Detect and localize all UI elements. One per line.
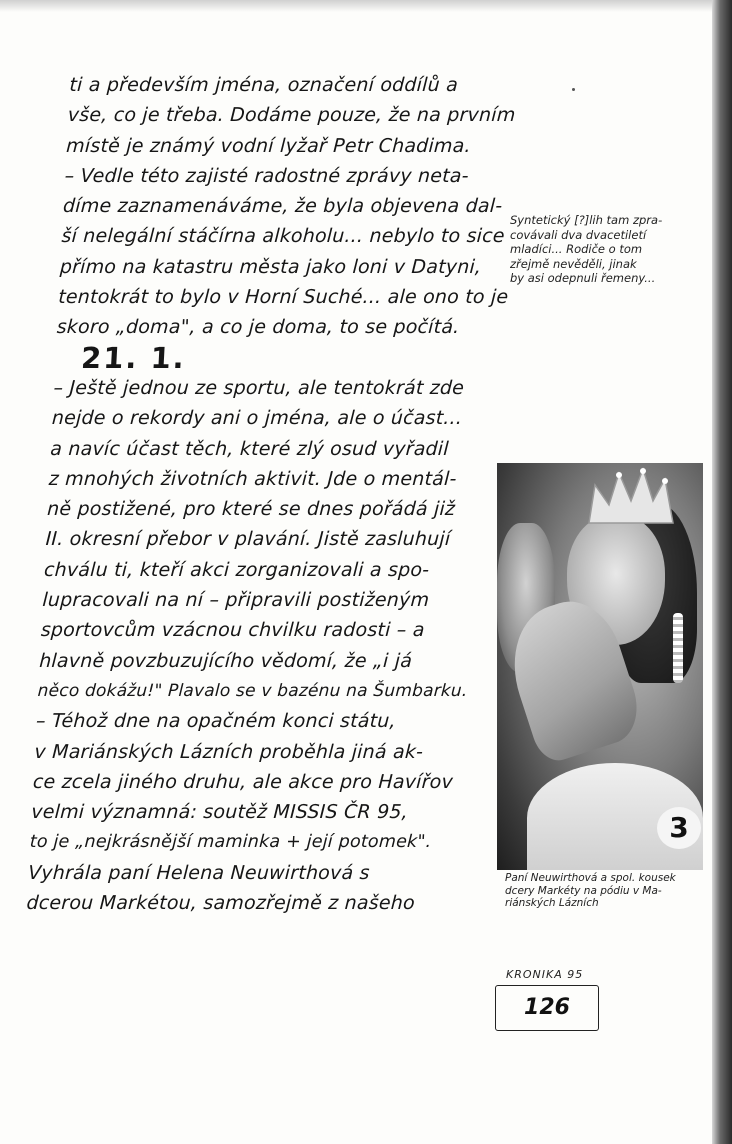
text-line: vše, co je třeba. Dodáme pouze, že na prvním	[67, 104, 517, 127]
text-line: – Ještě jednou ze sportu, ale tentokrát zde	[52, 376, 465, 399]
text-line: nejde o rekordy ani o jména, ale o účast...	[51, 407, 463, 430]
text-line: – Téhož dne na opačném konci státu,	[35, 710, 397, 733]
text-line: ně postižené, pro které se dnes pořádá již	[46, 498, 456, 521]
text-line: Vyhrála paní Helena Neuwirthová s	[27, 861, 371, 884]
side-note-line: Syntetický [?]lih tam zpra-	[510, 213, 663, 227]
newspaper-photo	[497, 463, 703, 870]
text-line: v Mariánských Lázních proběhla jiná ak-	[33, 740, 424, 763]
text-line: chválu ti, kteří akci zorganizovali a spo-	[43, 558, 430, 581]
text-line: tentokrát to bylo v Horní Suché... ale ono to je	[57, 286, 509, 309]
text-line: díme zaznamenáváme, že byla objevena dal-	[62, 195, 503, 218]
caption-line: dcery Markéty na pódiu v Ma-	[505, 884, 662, 897]
page-number: 126	[495, 985, 599, 1031]
text-line: dcerou Markétou, samozřejmě z našeho	[25, 892, 416, 915]
text-line: – Vedle této zajisté radostné zprávy neta-	[64, 164, 470, 187]
handwritten-text	[26, 70, 520, 918]
entry-date: 21. 1.	[80, 340, 187, 375]
text-line: to je „nejkrásnější maminka + její potomek".	[29, 832, 432, 853]
crown-icon	[585, 465, 677, 527]
ink-dot	[572, 88, 575, 91]
text-line: hlavně povzbuzujícího vědomí, že „i já	[38, 649, 413, 672]
text-line: II. okresní přebor v plavání. Jistě zasluhují	[45, 528, 451, 551]
text-line: přímo na katastru města jako loni v Datyni,	[59, 255, 482, 278]
caption-line: Paní Neuwirthová a spol. kousek	[505, 872, 676, 884]
side-note	[510, 213, 706, 286]
text-line: a navíc účast těch, které zlý osud vyřadil	[49, 437, 450, 460]
contestant-number-badge: 3	[657, 807, 701, 849]
text-line: skoro „doma", a co je doma, to se počítá.	[56, 316, 461, 339]
side-note-line: covávali dva dvacetiletí	[510, 227, 647, 242]
side-note-line: by asi odepnuli řemeny...	[510, 271, 656, 285]
text-line: ší nelegální stáčírna alkoholu... nebylo to sice	[60, 225, 506, 248]
earring-shape	[673, 613, 683, 683]
text-line: ti a především jména, označení oddílů a	[68, 74, 459, 96]
text-line: něco dokážu!" Plavalo se v bazénu na Šumbarku.	[37, 680, 469, 701]
caption-line: riánských Lázních	[505, 897, 599, 909]
side-note-line: mladíci... Rodiče o tom	[510, 242, 643, 256]
page-top-edge	[0, 0, 712, 12]
side-note-line: zřejmě nevěděli, jinak	[510, 256, 637, 271]
text-line: sportovcům vzácnou chvilku radosti – a	[40, 619, 426, 642]
text-line: z mnohých životních aktivit. Jde o mentál-	[48, 467, 458, 490]
text-line: lupracovali na ní – připravili postiženým	[41, 589, 430, 612]
text-line: místě je známý vodní lyžař Petr Chadima.	[65, 134, 472, 157]
photo-caption	[505, 872, 710, 910]
chronicle-label: KRONIKA 95	[506, 968, 584, 981]
binding-edge	[712, 0, 732, 1144]
text-line: velmi významná: soutěž MISSIS ČR 95,	[30, 801, 409, 824]
text-line: ce zcela jiného druhu, ale akce pro Havířov	[32, 770, 454, 793]
